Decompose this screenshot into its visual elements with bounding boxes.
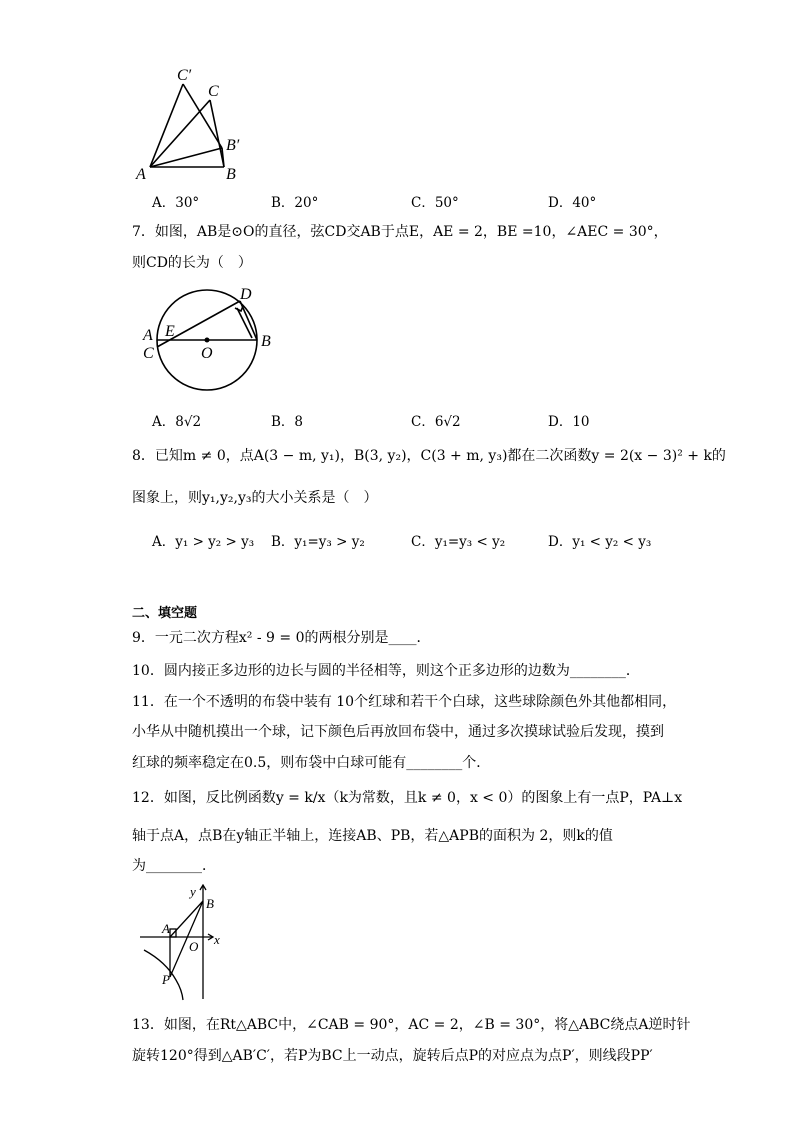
label-b: B: [261, 333, 271, 350]
q12-figure: [136, 884, 236, 1002]
q7-option-c[interactable]: C．6√2: [411, 414, 461, 430]
section-title: 二、填空题: [132, 606, 198, 621]
q7-option-d[interactable]: D．10: [548, 414, 590, 430]
q7-option-a[interactable]: A．8√2: [152, 414, 202, 430]
label-c: C: [143, 345, 154, 362]
q8-option-b[interactable]: B．y₁=y₃ > y₂: [271, 534, 365, 550]
label-o: O: [201, 345, 213, 362]
q13-line1: 13．如图，在Rt△ABC中，∠CAB = 90°，AC = 2，∠B = 30°，将△ABC绕点A逆时针: [132, 1017, 691, 1033]
q12-line3: 为________．: [132, 858, 216, 874]
segment-a-cprime: [150, 84, 183, 167]
segment-bprime-b: [222, 148, 224, 167]
segment-a-b: [170, 901, 203, 937]
q11-line3: 红球的频率稳定在0.5，则布袋中白球可能有________个．: [132, 755, 491, 771]
q8-stem-line1: 8．已知m ≠ 0，点A(3 − m, y₁)，B(3, y₂)，C(3 + m, y₃)都在二次函数y = 2(x − 3)² + k的: [132, 448, 726, 464]
q6-option-d[interactable]: D．40°: [548, 195, 597, 211]
label-x: x: [214, 932, 220, 947]
q8-option-d[interactable]: D．y₁ < y₂ < y₃: [548, 534, 652, 550]
q9-text: 9．一元二次方程x² - 9 = 0的两根分别是____．: [132, 630, 431, 646]
q11-line1: 11．在一个不透明的布袋中装有 10个红球和若干个白球，这些球除颜色外其他都相同，: [132, 694, 677, 710]
label-b: B: [206, 896, 214, 911]
label-e: E: [165, 323, 175, 340]
q6-option-b[interactable]: B．20°: [271, 195, 319, 211]
q6-option-c[interactable]: C．50°: [411, 195, 459, 211]
label-a: A: [136, 166, 146, 182]
center-point: [205, 338, 210, 343]
label-b: B: [226, 166, 236, 182]
label-c: C: [208, 83, 219, 100]
q8-option-c[interactable]: C．y₁=y₃ < y₂: [411, 534, 506, 550]
segment-a-c: [150, 100, 210, 167]
q7-stem-line2: 则CD的长为（ ）: [132, 255, 252, 271]
label-o: O: [189, 939, 199, 954]
label-a: A: [162, 921, 170, 936]
q7-option-b[interactable]: B．8: [271, 414, 304, 430]
label-y: y: [190, 884, 196, 899]
q6-option-a[interactable]: A．30°: [152, 195, 200, 211]
q7-stem-line1: 7．如图，AB是⊙O的直径，弦CD交AB于点E，AE = 2，BE =10，∠AEC = 30°，: [132, 224, 668, 240]
label-p: P: [162, 972, 170, 987]
label-d: D: [240, 286, 252, 303]
q7-figure: [138, 284, 288, 396]
label-c-prime: C′: [177, 67, 192, 84]
label-b-prime: B′: [226, 137, 240, 154]
q11-line2: 小华从中随机摸出一个球，记下颜色后再放回布袋中，通过多次摸球试验后发现，摸到: [132, 724, 664, 740]
q10-text: 10．圆内接正多边形的边长与圆的半径相等，则这个正多边形的边数为________．: [132, 663, 640, 679]
segment-a-bprime: [150, 148, 222, 167]
q6-figure: [132, 62, 252, 182]
q13-line2: 旋转120°得到△AB′C′，若P为BC上一动点，旋转后点P的对应点为点P′，则线段PP′: [132, 1048, 653, 1064]
segment-c-b: [210, 100, 224, 167]
q8-stem-line2: 图象上，则y₁,y₂,y₃的大小关系是（ ）: [132, 490, 378, 506]
q12-line1: 12．如图，反比例函数y = k/x（k为常数，且k ≠ 0，x < 0）的图象上有一点P，PA⊥x: [132, 790, 683, 806]
q8-option-a[interactable]: A．y₁ > y₂ > y₃: [152, 534, 255, 550]
label-a: A: [143, 327, 153, 344]
q12-line2: 轴于点A，点B在y轴正半轴上，连接AB、PB，若△APB的面积为 2，则k的值: [132, 828, 613, 844]
